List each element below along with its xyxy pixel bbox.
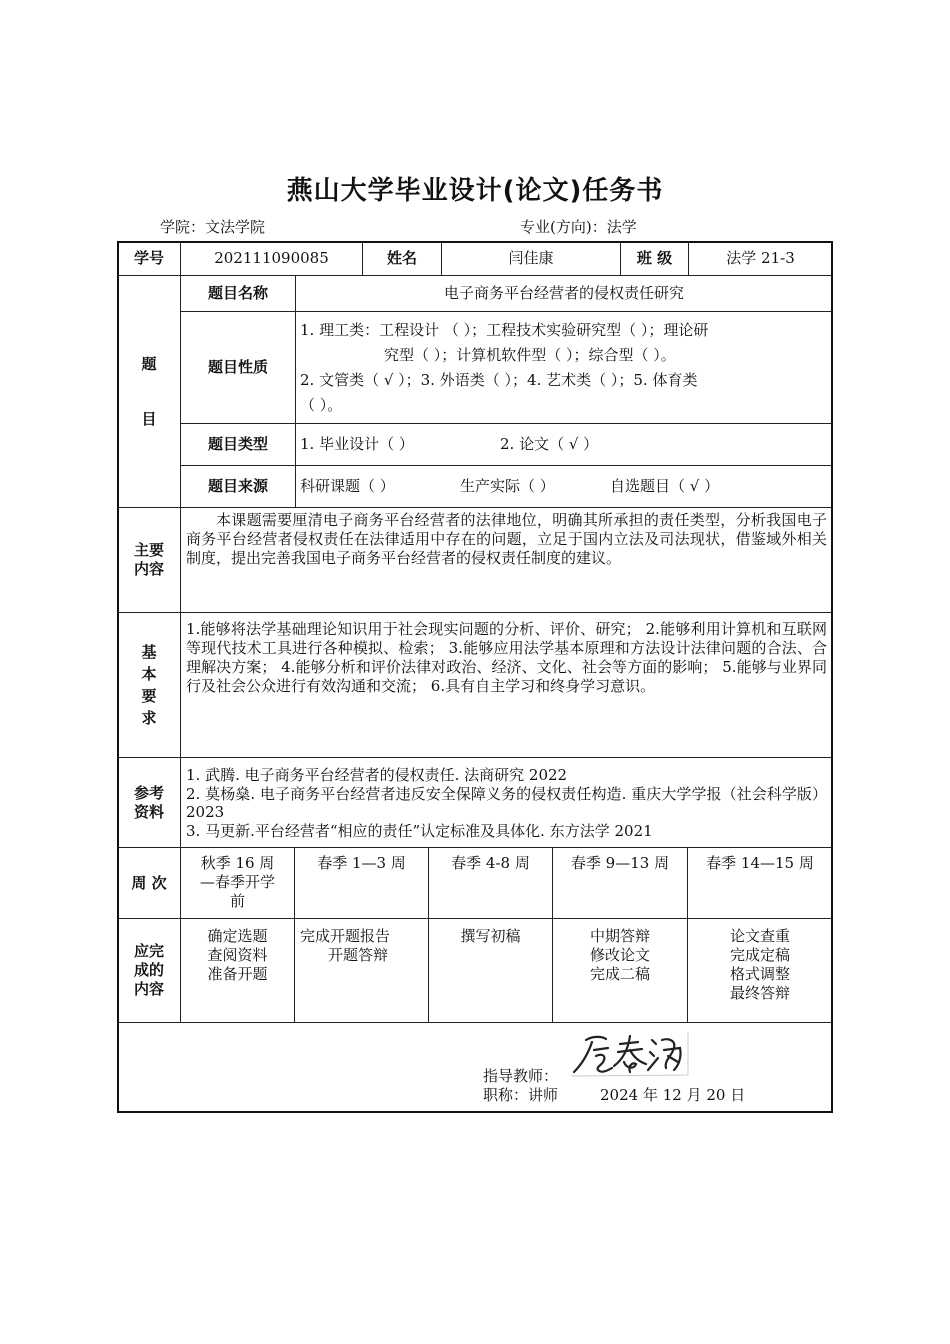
- task-cell: [294, 918, 429, 1023]
- weeks-label: 周 次: [117, 847, 181, 919]
- task-item: 最终答辩: [729, 984, 790, 1002]
- advisor-title: 职称：讲师: [483, 1086, 559, 1104]
- week-cell: 春季 9—13 周: [552, 847, 688, 919]
- topic-source-label: 题目来源: [180, 465, 296, 508]
- week-cell: 春季 14—15 周: [687, 847, 833, 919]
- task-item: 开题答辩: [328, 946, 389, 964]
- task-item: 中期答辩: [589, 927, 650, 945]
- class-value: 法学 21-3: [688, 241, 833, 276]
- week-cell: 秋季 16 周—春季开学前: [180, 847, 295, 919]
- task-item: 确定选题: [207, 927, 268, 945]
- source-practice: 生产实际（ ）: [460, 477, 555, 495]
- task-item: 撰写初稿: [460, 927, 521, 945]
- references-list: [180, 757, 833, 848]
- topic-source: [295, 465, 833, 508]
- nature-line-2: 究型（ ）；计算机软件型（ ）；综合型（ ）。: [384, 346, 676, 364]
- task-cell: [687, 918, 833, 1023]
- advisor-label: 指导教师：: [483, 1067, 559, 1085]
- task-item: 论文查重: [729, 927, 790, 945]
- student-name: 闫佳康: [441, 241, 621, 276]
- task-item: 查阅资料: [207, 946, 268, 964]
- requirements-text: 1.能够将法学基础理论知识用于社会现实问题的分析、评价、研究； 2.能够利用计算机和互联网等现代技术工具进行各种模拟、检索； 3.能够应用法学基本原理和方法设计法律问题的合法、合理解决方案； 4.能够分析和评价法律对政治、经济、文化、社会等方面的影响； 5.能够与业界同行及社会公众进行有效沟通和交流； 6.具有自主学习和终身学习意识。: [180, 612, 833, 758]
- name-label: 姓名: [362, 241, 442, 276]
- reference-item: 2. 莫杨燊. 电子商务平台经营者违反安全保障义务的侵权责任构造. 重庆大学学报（社会科学版）2023: [186, 784, 827, 821]
- college: 学院：文法学院: [160, 218, 266, 236]
- type-design: 1. 毕业设计（ ）: [300, 435, 414, 453]
- task-item: 修改论文: [589, 946, 650, 964]
- student-id: 202111090085: [180, 241, 363, 276]
- nature-line-3: 2. 文管类（ √ ）；3. 外语类（ ）；4. 艺术类（ ）；5. 体育类: [300, 371, 698, 389]
- task-cell: [552, 918, 688, 1023]
- nature-line-4: （ ）。: [300, 396, 343, 414]
- topic-type-label: 题目类型: [180, 423, 296, 466]
- topic-type: [295, 423, 833, 466]
- class-label: 班 级: [620, 241, 689, 276]
- task-item: 格式调整: [729, 965, 790, 983]
- week-cell: 春季 4-8 周: [428, 847, 553, 919]
- topic-name-label: 题目名称: [180, 275, 296, 312]
- topic-label-1: 题: [141, 354, 157, 373]
- page-title: 燕山大学毕业设计(论文)任务书: [286, 176, 664, 206]
- main-content-text: 本课题需要厘清电子商务平台经营者的法律地位，明确其所承担的责任类型，分析我国电子商务平台经营者侵权责任在法律适用中存在的问题，立足于国内立法及司法现状，借鉴域外相关制度，提出完善我国电子商务平台经营者的侵权责任制度的建议。: [180, 507, 833, 613]
- tasks-label: 应完成的内容: [117, 918, 181, 1023]
- week-cell: 春季 1—3 周: [294, 847, 429, 919]
- task-item: 完成定稿: [729, 946, 790, 964]
- references-label: 参考资料: [117, 757, 181, 848]
- task-item: 准备开题: [207, 965, 268, 983]
- topic-section-label: [117, 275, 181, 508]
- topic-name: 电子商务平台经营者的侵权责任研究: [295, 275, 833, 312]
- task-cell: [428, 918, 553, 1023]
- reference-item: 3. 马更新.平台经营者“相应的责任”认定标准及具体化. 东方法学 2021: [186, 821, 653, 840]
- task-cell: [180, 918, 295, 1023]
- source-self: 自选题目（ √ ）: [610, 477, 720, 495]
- reference-item: 1. 武腾. 电子商务平台经营者的侵权责任. 法商研究 2022: [186, 766, 568, 784]
- major: 专业(方向)：法学: [520, 218, 637, 236]
- topic-label-2: 目: [141, 409, 157, 428]
- main-content-label: 主要内容: [117, 507, 181, 613]
- advisor-signature: [568, 1030, 693, 1080]
- task-item: 完成二稿: [589, 965, 650, 983]
- sign-date: 2024 年 12 月 20 日: [600, 1086, 746, 1104]
- nature-line-1: 1. 理工类：工程设计 （ ）；工程技术实验研究型（ ）；理论研: [300, 321, 709, 339]
- student-id-label: 学号: [117, 241, 181, 276]
- topic-nature: [295, 311, 833, 424]
- topic-nature-label: 题目性质: [180, 311, 296, 424]
- source-research: 科研课题（ ）: [300, 477, 395, 495]
- task-item: 完成开题报告: [300, 927, 391, 945]
- requirements-label: 基本要求: [117, 612, 181, 758]
- type-thesis: 2. 论文（ √ ）: [500, 435, 599, 453]
